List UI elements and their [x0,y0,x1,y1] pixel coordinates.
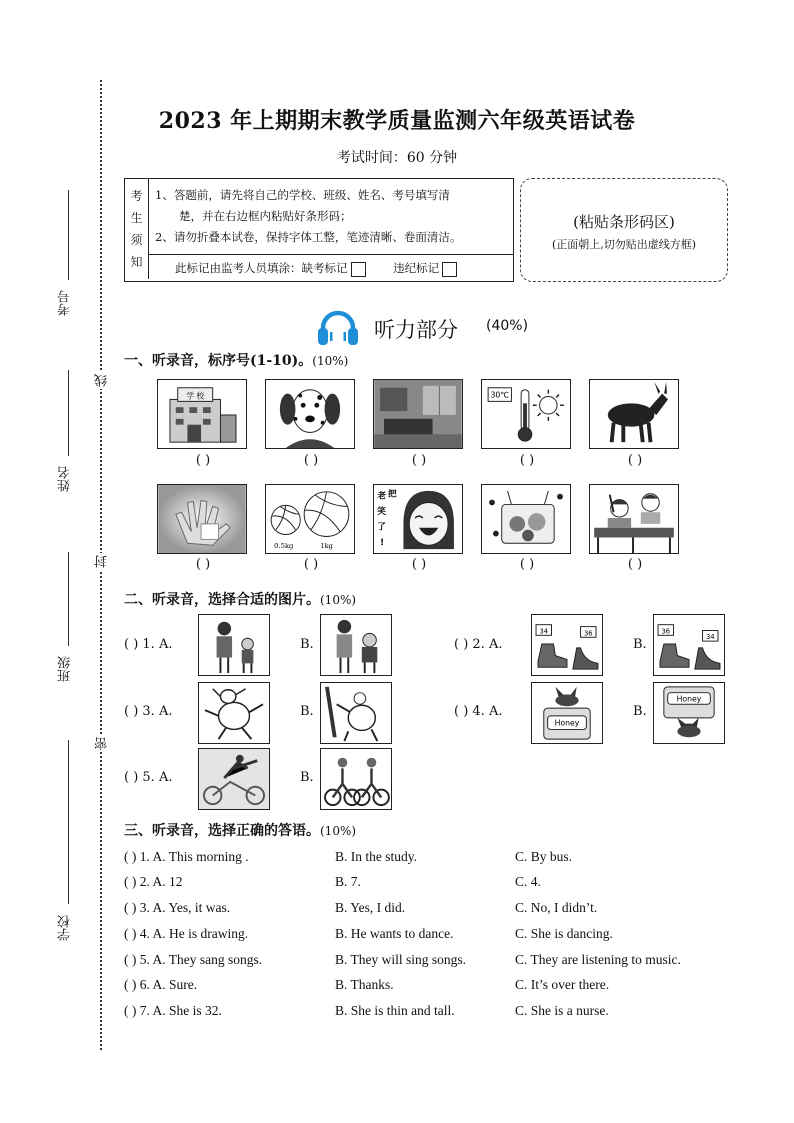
laugh-char: 老 [377,491,386,502]
picture-living-room [373,379,463,449]
proctor-mark-row [149,254,513,282]
violation-mark-label: 违纪标记 [393,261,440,275]
s3-q3-a: ( ) 3. A. Yes, it was. [124,900,231,915]
s3-q7-b: B. She is thin and tall. [335,1003,455,1018]
laugh-char: 笑 [377,507,386,518]
s2-q1-option-b[interactable] [320,614,392,676]
s2-q3-label: ( ) 3. A. [124,704,173,719]
picture-hot-weather [481,379,571,449]
s3-q3-b: B. Yes, I did. [335,900,406,915]
exam-time: 考试时间：60 分钟 [336,150,458,166]
s3-q2-c: C. 4. [515,874,541,889]
s3-q5-c: C. They are listening to music. [515,952,681,967]
page-title: 2023 年上期期末教学质量监测六年级英语试卷 [158,108,636,134]
class-label: 班级 [58,656,73,682]
s2-q3-option-b[interactable] [320,682,392,744]
s2-q5-b-label: B. [300,770,314,785]
thermometer-label: 30℃ [490,390,510,400]
s2-q1-option-a[interactable] [198,614,270,676]
barcode-label: (粘贴条形码区) [573,213,675,231]
answer-blank[interactable]: ( ) [519,453,535,468]
ball-weight-label: 0.5kg [274,542,294,551]
exam-number-label: 考号 [58,290,73,316]
exam-number-line [68,190,69,280]
section3-title: 三、听录音，选择正确的答语。(10%) [124,823,357,839]
headphones-icon [316,308,360,348]
picture-dog-mask [265,379,355,449]
shoe-size-label: 36 [661,627,671,636]
s2-q5-option-a[interactable] [198,748,270,810]
laugh-char: 把 [387,489,397,500]
s3-q1-c: C. By bus. [515,849,573,864]
answer-blank[interactable]: ( ) [303,453,319,468]
notice-line: 楚，并在右边框内粘贴好条形码； [179,209,352,223]
section2-title: 二、听录音，选择合适的图片。(10%) [124,592,357,608]
class-line [68,552,69,646]
school-sign-text: 学 校 [186,391,205,401]
picture-hand [157,484,247,554]
school-line [68,740,69,904]
jar-label: Honey [554,718,580,728]
s3-q6-c: C. It’s over there. [515,977,610,992]
answer-blank[interactable]: ( ) [303,557,319,572]
s3-q4-c: C. She is dancing. [515,926,613,941]
s2-q3-b-label: B. [300,704,314,719]
laugh-char: ! [380,538,385,549]
s2-q2-option-b[interactable] [653,614,725,676]
barcode-note: (正面朝上,切勿贴出虚线方框) [551,238,697,251]
s2-q1-label: ( ) 1. A. [124,637,173,652]
s3-q6-b: B. Thanks. [335,977,394,992]
answer-blank[interactable]: ( ) [195,453,211,468]
s2-q5-label: ( ) 5. A. [124,770,173,785]
s2-q4-label: ( ) 4. A. [454,704,503,719]
barcode-area [520,178,728,282]
s2-q2-option-a[interactable] [531,614,603,676]
s3-q6-a: ( ) 6. A. Sure. [124,977,198,992]
picture-cartoon-tv [481,484,571,554]
s3-q2-b: B. 7. [335,874,361,889]
s3-q5-a: ( ) 5. A. They sang songs. [124,952,263,967]
jar-label: Honey [676,694,702,704]
s2-q4-option-a[interactable] [531,682,603,744]
s3-q4-b: B. He wants to dance. [335,926,454,941]
s3-q7-c: C. She is a nurse. [515,1003,609,1018]
s2-q4-b-label: B. [633,704,647,719]
s2-q3-option-a[interactable] [198,682,270,744]
picture-school [157,379,247,449]
s2-q1-b-label: B. [300,637,314,652]
notice-label: 考 生 须 知 [125,179,149,279]
notice-instructions [155,185,505,248]
shoe-size-label: 34 [705,633,715,642]
s3-q1-b: B. In the study. [335,849,417,864]
ball-weight-label: 1kg [320,542,333,551]
listening-heading [316,308,529,348]
s3-q2-a: ( ) 2. A. 12 [124,874,183,889]
absent-checkbox[interactable] [351,262,366,277]
seal-word-secret: 密 [95,737,110,750]
name-label: 姓名 [58,466,73,492]
shoe-size-label: 36 [583,629,593,638]
answer-blank[interactable]: ( ) [411,453,427,468]
answer-blank[interactable]: ( ) [627,453,643,468]
s3-q7-a: ( ) 7. A. She is 32. [124,1003,222,1018]
answer-blank[interactable]: ( ) [627,557,643,572]
laugh-char: 了 [377,522,386,533]
picture-donkey [589,379,679,449]
notice-line: 1、答题前，请先将自己的学校、班级、姓名、考号填写清 [155,188,450,202]
seal-word-line: 线 [95,374,110,387]
listening-percent: (40%) [486,318,529,334]
answer-blank[interactable]: ( ) [195,557,211,572]
notice-line: 2、请勿折叠本试卷，保持字体工整，笔迹清晰、卷面清洁。 [155,230,462,244]
picture-laughing-girl [373,484,463,554]
shoe-size-label: 34 [539,627,549,636]
s3-q1-a: ( ) 1. A. This morning . [124,849,249,864]
s2-q2-label: ( ) 2. A. [454,637,503,652]
section1-title: 一、听录音，标序号(1-10)。(10%) [124,353,349,369]
school-label: 学校 [58,915,73,941]
s2-q5-option-b[interactable] [320,748,392,810]
name-line [68,370,69,456]
violation-checkbox[interactable] [442,262,457,277]
seal-word-seal: 封 [95,555,110,568]
answer-blank[interactable]: ( ) [519,557,535,572]
exam-notice-box [124,178,514,282]
s2-q4-option-b[interactable] [653,682,725,744]
answer-blank[interactable]: ( ) [411,557,427,572]
s2-q2-b-label: B. [633,637,647,652]
s3-q4-a: ( ) 4. A. He is drawing. [124,926,249,941]
s3-q3-c: C. No, I didn’t. [515,900,598,915]
picture-classroom [589,484,679,554]
listening-title: 听力部分 [374,318,458,342]
s3-q5-b: B. They will sing songs. [335,952,467,967]
absent-mark-label: 此标记由监考人员填涂：缺考标记 [175,261,348,275]
picture-volleyballs [265,484,355,554]
